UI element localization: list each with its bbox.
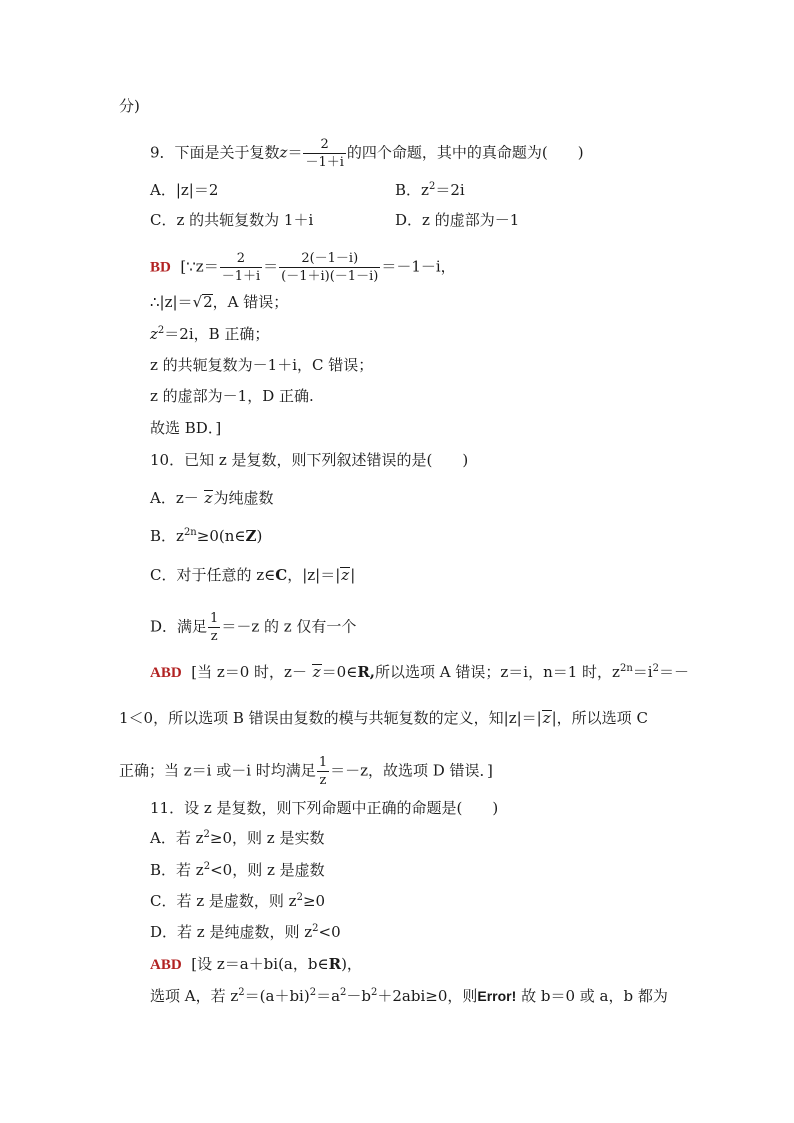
q11-option-d: D．若 z 是纯虚数，则 $z^2<0$ [150, 923, 341, 941]
q10-solution-line-3: 正确；当 z＝i 或－i 时均满足 $\frac{1}{z}$ ＝－z，故选项 D 错误．] [119, 755, 493, 788]
answer-label: ABD [150, 665, 182, 681]
q9-option-d: D．z 的虚部为－1 [395, 211, 520, 229]
question-10-stem: 10．已知 z 是复数，则下列叙述错误的是( ) [150, 451, 469, 469]
fraction: $\frac{1}{z}$ [210, 611, 219, 644]
q9-solution-line-6: 故选 BD．] [150, 419, 222, 437]
q10-option-b: B．$z^{2n}\ge 0(n\in Z)$ [150, 527, 263, 545]
q9-option-b: B．$z^2=2i$ [395, 181, 465, 199]
answer-label: BD [150, 259, 171, 276]
fraction: $\frac{2}{-1+i}$ [221, 251, 261, 284]
answer-label: ABD [150, 957, 182, 973]
q11-option-b: B．若 $z^2<0$，则 z 是虚数 [150, 861, 325, 879]
q9-option-a: A．|z|＝2 [150, 181, 219, 199]
q9-solution-line-5: z 的虚部为－1，D 正确. [150, 387, 314, 405]
q10-option-d: D．满足 $\frac{1}{z}$ ＝－z 的 z 仅有一个 [150, 611, 357, 644]
q9-option-c: C．z 的共轭复数为 1＋i [150, 211, 314, 229]
q9-solution-line-4: z 的共轭复数为－1＋i，C 错误； [150, 356, 374, 374]
fraction: $\frac{1}{z}$ [318, 755, 328, 788]
sqrt-symbol: √ [192, 293, 203, 311]
q11-solution-line-2: 选项 A，若 $z^2=(a+bi)^2=a^2-b^2+2abi\ge 0$，则Error! 故 b＝0 或 a，b 都为 [150, 987, 668, 1005]
question-11-stem: 11．设 z 是复数，则下列命题中正确的命题是( ) [150, 799, 499, 817]
q9-solution-line-2: ∴|z|＝√2，A 错误； [150, 293, 289, 311]
q10-option-c: C．对于任意的 z∈C，|z|＝|z| [150, 566, 356, 584]
q10-solution-line-2: 1＜0，所以选项 B 错误由复数的模与共轭复数的定义，知|z|＝|z|，所以选项 C [119, 709, 648, 727]
q11-solution-line-1: ABD [设 z＝a＋bi(a，b∈R)， [150, 955, 362, 973]
q11-option-a: A．若 $z^2\ge 0$，则 z 是实数 [150, 829, 325, 847]
q11-option-c: C．若 z 是虚数，则 $z^2\ge 0$ [150, 892, 326, 910]
q9-solution-line-1: BD [∵z＝ $\frac{2}{-1+i}$ ＝ $\frac{2(-1-i)}{(-1+i)(-1-i)}$ ＝－1－i， [150, 251, 456, 284]
continued-text: 分) [119, 97, 140, 115]
q10-solution-line-1: ABD [当 z＝0 时，z－ z＝0∈R,所以选项 A 错误；z＝i，n＝1 时，$z^{2n}=i^2=-$ [150, 663, 689, 681]
q9-solution-line-3: $z^2=2i$，B 正确； [150, 325, 270, 343]
fraction: $\frac{2(-1-i)}{(-1+i)(-1-i)}$ [281, 251, 379, 284]
q10-option-a: A．z－ z为纯虚数 [150, 489, 274, 507]
question-9-stem: 9．下面是关于复数z＝ $\frac{2}{-1+i}$ 的四个命题，其中的真命题为( ) [150, 137, 584, 170]
fraction: $\frac{2}{-1+i}$ [305, 137, 344, 170]
